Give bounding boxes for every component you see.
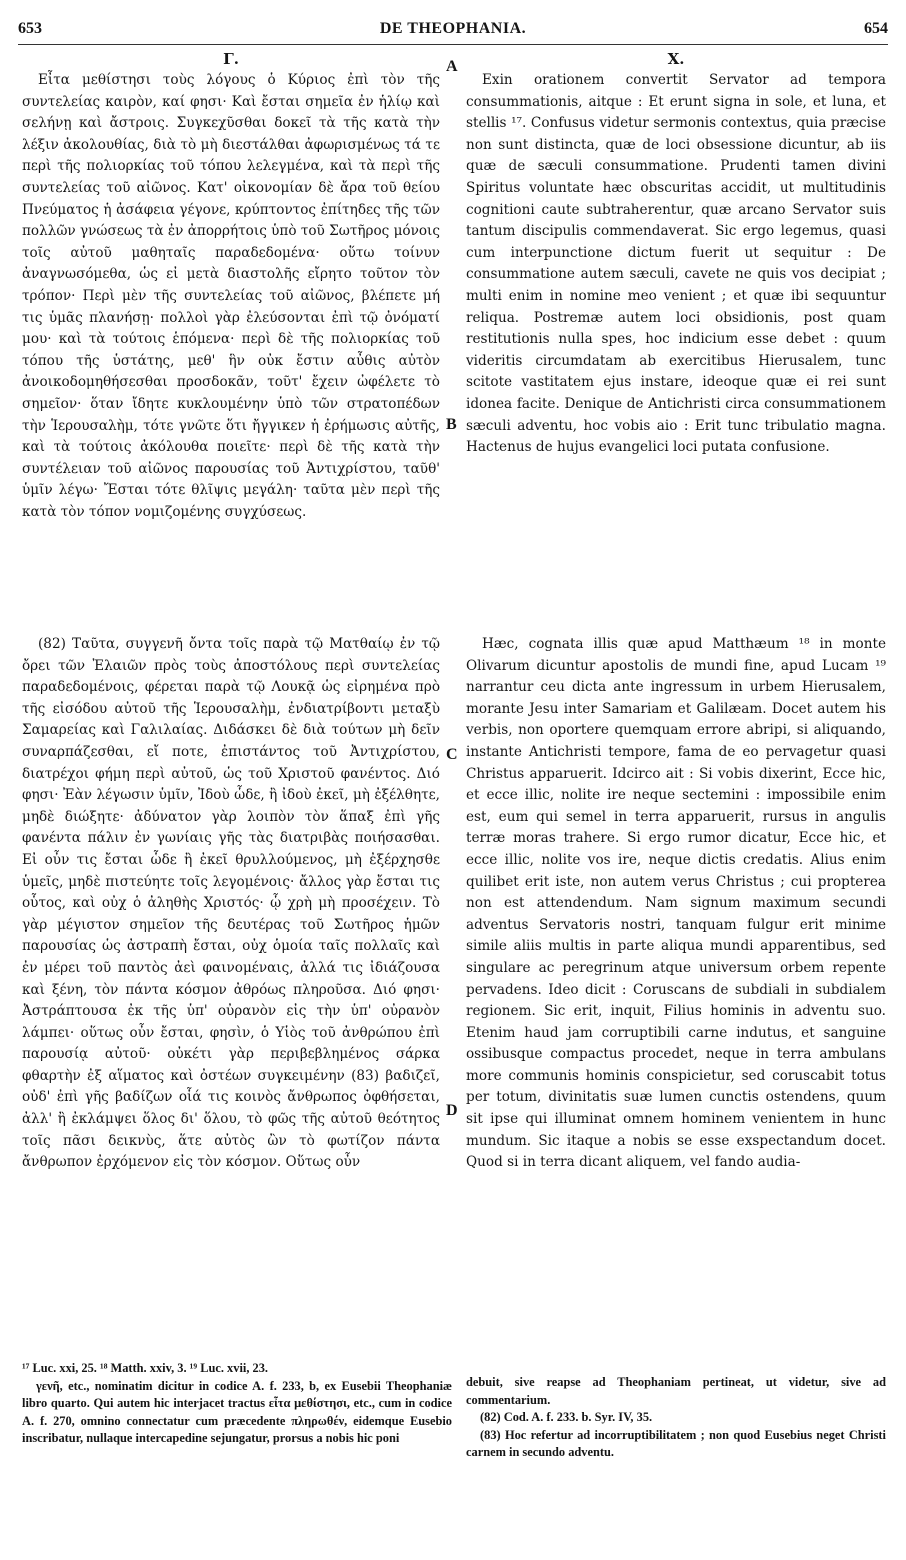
- page-number-right: 654: [864, 20, 888, 37]
- footnote-left-text: γενῆ, etc., nominatim dicitur in codice A. f. 233, b, ex Eusebii Theophaniæ libro quarto. Qui autem hic interjacet tractus εἶτα μεθίστησι, etc., cum in codice A. f. 270, omnino connectatur cum præcedente πληρωθέν, eidemque Eusebio inscribatur, nullaque intercapedine sejungatur, prorsus a nobis hic poni: [22, 1378, 452, 1445]
- greek-paragraph-2: (82) Ταῦτα, συγγενῆ ὄντα τοῖς παρὰ τῷ Ματθαίῳ ἐν τῷ ὄρει τῶν Ἐλαιῶν πρὸς τοὺς ἀποστόλους περὶ συντελείας παραδεδομένοις, φέρεται παρὰ τῷ Λουκᾷ ὡς εἰρημένα πρὸ τῆς εἰσόδου αὐτοῦ τῆς Ἱερουσαλὴμ, ἐνδιατρίβοντι μεταξὺ Σαμαρείας καὶ Γαλιλαίας. Διδάσκει δὲ διὰ τούτων μὴ δεῖν συναρπάζεσθαι, εἴ ποτε, ἐπιστάντος τοῦ Ἀντιχρίστου, διατρέχοι φήμη περὶ αὐτοῦ, ὡς τοῦ Χριστοῦ φανέντος. Διό φησι· Ἐὰν λέγωσιν ὑμῖν, Ἰδοὺ ὧδε, ἢ ἰδοὺ ἐκεῖ, μὴ ἐξέλθητε, μηδὲ διώξητε· ἀδύνατον γὰρ λοιπὸν τὸν ἅπαξ ἐπὶ γῆς φανέντα πάλιν ἐν γωνίαις γῆς τὰς διατριβὰς ποιήσασθαι. Εἰ οὖν τις ἔσται ὧδε ἢ ἐκεῖ θρυλλούμενος, μὴ ἐξέρχησθε ὑμεῖς, μηδὲ πιστεύητε τοῖς λεγομένοις· ἄλλος γὰρ ἔσται τις οὗτος, καὶ οὐχ ὁ ἀληθὴς Χριστός· ᾧ χρὴ μὴ προσέχειν. Τὸ γὰρ μέγιστον σημεῖον τῆς δευτέρας τοῦ Σωτῆρος ἡμῶν παρουσίας ὡς ἀστραπὴ ἔσται, οὐχ ὁμοία ταῖς πολλαῖς καὶ ἐν μέρει τοῦ παντὸς ἀεὶ φαινομέναις, ἀλλά τις ἰδιάζουσα καὶ ξένη, τὸν πάντα κόσμον ἀθρόως πληροῦσα. Διό φησι· Ἀστράπτουσα ἐκ τῆς ὑπ' οὐρανὸν εἰς τὴν ὑπ' οὐρανὸν λάμπει· οὕτως οὖν ἔσται, φησὶν, ὁ Υἱὸς τοῦ ἀνθρώπου ἐπὶ παρουσίᾳ αὐτοῦ· οὐκέτι γὰρ περιβεβλημένος σάρκα φθαρτὴν ἐξ αἵματος καὶ ὀστέων συγκειμένην (83) βαδιζεῖ, οὐδ' ἐπὶ γῆς βαδίζων οἷά τις κοινὸς ἄνθρωπος ὀφθήσεται, ἀλλ' ἢ ἐκλάμψει ὅλος δι' ὅλου, τὸ φῶς τῆς αὐτοῦ θεότητος τοῖς πᾶσι δεικνὺς, ἅτε αὐτὸς ὢν τὸ φωτίζον πάντα ἄνθρωπον ἐρχόμενον εἰς τὸν κόσμον. Οὕτως οὖν: [22, 636, 440, 1171]
- footnotes-left: [22, 1360, 452, 1448]
- scripture-references: ¹⁷ Luc. xxi, 25. ¹⁸ Matth. xxiv, 3. ¹⁹ Luc. xvii, 23.: [22, 1361, 269, 1375]
- greek-column-top: [22, 48, 440, 588]
- footnote-82: (82) Cod. A. f. 233. b. Syr. IV, 35.: [480, 1410, 653, 1424]
- running-header: [18, 20, 888, 44]
- footnote-right-continuation: debuit, sive reapse ad Theophaniam pertineat, ut videtur, sive ad commentarium.: [466, 1375, 886, 1407]
- latin-paragraph-2: Hæc, cognata illis quæ apud Matthæum ¹⁸ in monte Olivarum dicuntur apostolis de mundi fine, apud Lucam ¹⁹ narrantur ceu dicta ante ingressum in urbem Hierusalem, morante Jesu inter Samariam et Galilæam. Docet autem his verbis, non oportere quemquam errore abripi, si aliquando, instante Antichristi tempore, fama de eo pervagetur quasi Christus apparuerit. Idcirco ait : Si vobis dixerint, Ecce hic, et ecce illic, nolite ire neque sectemini : impossibile enim est, eum qui semel in terra apparuerit, rursus in angulis terræ moras trahere. Si ergo rumor dicatur, Ecce hic, et ecce illic, nolite vos ire, neque dictis credatis. Alius enim quilibet erit iste, non autem verus Christus ; cui propterea non est attendendum. Nam signum maximum secundi adventus Servatoris nostri, tanquam fulgur erit minime simile aliis multis in parte aliqua mundi apparentibus, sed singulare ac peregrinum atque universum orbem repente pervadens. Ideo dicit : Coruscans de subdiali in subdialem regionem. Sic erit, inquit, Filius hominis in adventu suo. Etenim haud jam corruptibili carne indutus, et sanguine ossibusque compactus procedet, neque in terra ambulans more communis hominis conspicietur, sed coruscabit totus per totum, divinitatis suæ lumen cunctis ostendens, quum sit ipse qui illuminat omnem hominem venientem in hunc mundum. Sic itaque a nobis se esse exspectandum docet. Quod si in terra dicant aliquem, vel fando audia-: [466, 636, 886, 1171]
- latin-paragraph-1: Exin orationem convertit Servator ad tempora consummationis, aitque : Et erunt signa in sole, et luna, et stellis ¹⁷. Confusus videtur sermonis contextus, quia præcise non sunt distincta, quæ de loci obsessione dicuntur, ab iis quæ de sæculi consummatione. Prudenti tamen divini Spiritus voluntate hæc obscuritas accidit, ut multitudinis cognitioni caute subtraherentur, quæ arcano Servator suis tantum discipulis commendaverat. Sic ergo legemus, quasi cum interpunctione dictum fuerit ut sequitur : De consummatione autem sæculi, cavete ne quis vos decipiat ; multi enim in nomine meo venient ; et quæ ibi sequuntur reliqua. Postremæ autem loci obsidionis, post quam restitutionis nulla spes, hoc indicium esse debet : quum videritis circumdatam ab exercitibus Hierusalem, tunc scitote vastitatem ejus instare, ideoque quæ ei rei sunt idonea facite. Denique de Antichristi circa consummationem sæculi adventu, hoc vobis aio : Erit tunc tribulatio magna. Hactenus de hujus evangelici loci putata confusione.: [466, 72, 886, 456]
- latin-column-top: [466, 48, 886, 588]
- page-number-left: 653: [18, 20, 42, 37]
- greek-column-bottom: [22, 634, 440, 1344]
- greek-column-heading: Γ.: [223, 50, 239, 68]
- footnotes-right: [466, 1374, 886, 1462]
- footnote-83: (83) Hoc refertur ad incorruptibilitatem ; non quod Eusebius neget Christi carnem in secundo adventu.: [466, 1427, 886, 1459]
- greek-paragraph-1: Εἶτα μεθίστησι τοὺς λόγους ὁ Κύριος ἐπὶ τὸν τῆς συντελείας καιρὸν, καί φησι· Καὶ ἔσται σημεῖα ἐν ἡλίῳ καὶ σελήνῃ καὶ ἄστροις. Συγκεχῦσθαι δοκεῖ τὰ τῆς κατὰ τὴν λέξιν ἀκολουθίας, διὰ τὸ μὴ διεστάλθαι ἀφωρισμένως τά τε περὶ τῆς πολιορκίας τοῦ τόπου λελεγμένα, καὶ τὰ περὶ τῆς συντελείας τοῦ αἰῶνος. Κατ' οἰκονομίαν δὲ ἄρα τοῦ θείου Πνεύματος ἡ ἀσάφεια γέγονε, κρύπτοντος ἐπίτηδες τῆς τῶν πολλῶν γνώσεως τὰ ἐν ἀπορρήτοις ὑπὸ τοῦ Σωτῆρος μόνοις τοῖς αὐτοῦ μαθηταῖς παραδεδομένα· οὕτω τοίνυν ἀναγνωσόμεθα, ὡς εἰ μετὰ διαστολῆς εἴρητο τοῦτον τὸν τρόπον· Περὶ μὲν τῆς συντελείας τοῦ αἰῶνος, βλέπετε μή τις ὑμᾶς πλανήσῃ· πολλοὶ γὰρ ἐλεύσονται ἐπὶ τῷ ὀνόματί μου· καὶ τὰ τούτοις ἑπόμενα· περὶ δὲ τῆς πολιορκίας τοῦ τόπου τῆς ὑστάτης, μεθ' ἣν οὐκ ἔστιν αὖθις αὐτὸν ἀνοικοδομηθήσεσθαι προσδοκᾶν, τοῦτ' ἔχειν ὠφέλετε τὸ σημεῖον· ὅταν ἴδητε κυκλουμένην ὑπὸ τῶν στρατοπέδων τὴν Ἱερουσαλὴμ, τότε γνῶτε ὅτι ἤγγικεν ἡ ἐρήμωσις αὐτῆς, καὶ τὰ τούτοις ἀκόλουθα ποιεῖτε· περὶ δὲ τῆς κατὰ τὴν συντέλειαν τοῦ αἰῶνος παρουσίας τοῦ Ἀντιχρίστου, ταῦθ' ὑμῖν λέγω· Ἔσται τότε θλῖψις μεγάλη· ταῦτα μὲν περὶ τῆς κατὰ τὸν τόπον νομιζομένης συγχύσεως.: [22, 72, 440, 520]
- latin-column-heading: X.: [667, 50, 685, 68]
- running-title: DE THEOPHANIA.: [379, 20, 527, 37]
- margin-marker-a: A: [446, 58, 458, 75]
- latin-column-bottom: [466, 634, 886, 1344]
- margin-marker-d: D: [446, 1102, 458, 1119]
- header-rule: [18, 44, 888, 45]
- margin-marker-b: B: [446, 416, 457, 433]
- margin-marker-c: C: [446, 746, 458, 763]
